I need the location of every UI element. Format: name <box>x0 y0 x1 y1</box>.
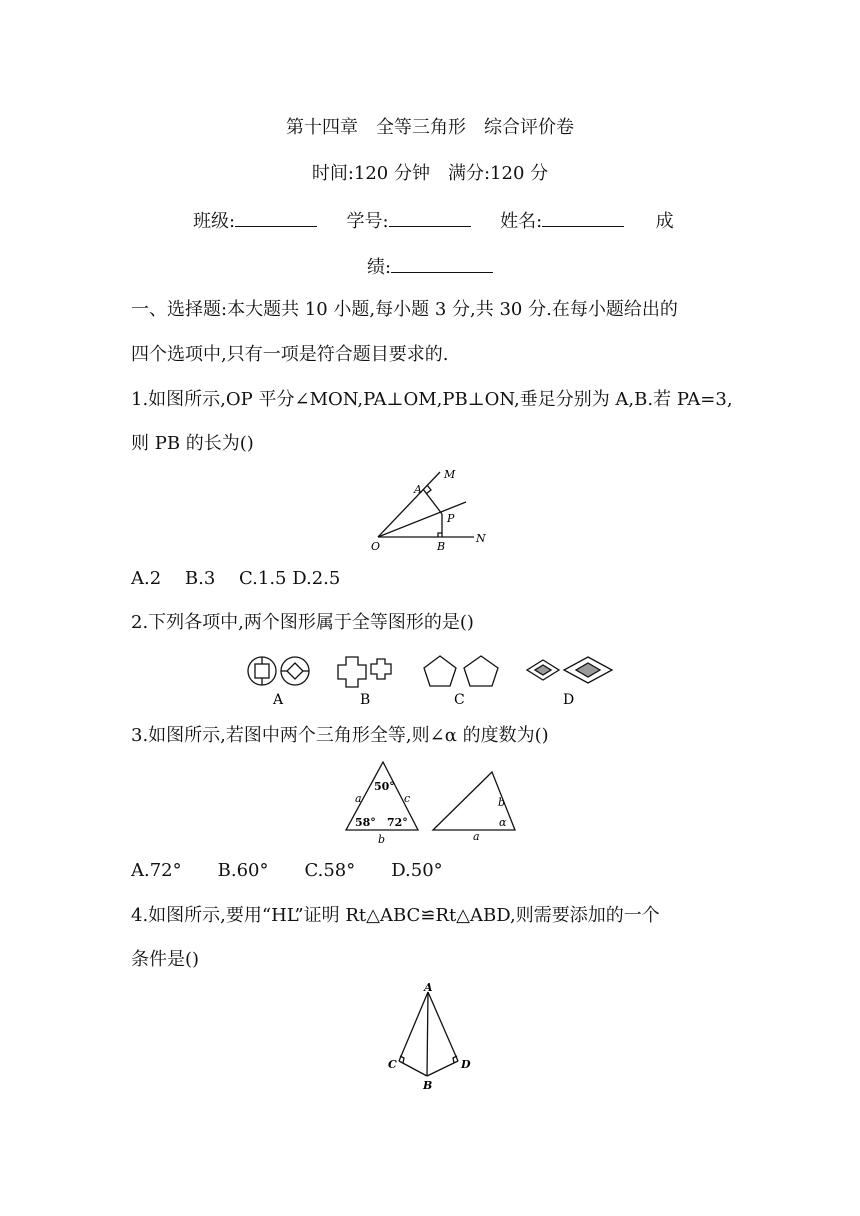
score-row <box>367 254 493 280</box>
q3-text: 3.如图所示,若图中两个三角形全等,则∠α 的度数为() <box>131 725 549 746</box>
shape-d-diamond-small <box>527 660 559 680</box>
q1-options: A.2 B.3 C.1.5 D.2.5 <box>131 568 341 589</box>
q3-figure <box>340 758 525 848</box>
angle-top: 50° <box>374 780 395 793</box>
score-label-part1: 成 <box>655 211 674 232</box>
q1-line2: 则 PB 的长为() <box>131 433 254 454</box>
q4-line2: 条件是() <box>131 949 200 970</box>
exam-title: 第十四章 全等三角形 综合评价卷 <box>286 117 574 138</box>
time-info: 时间:120 分钟 满分:120 分 <box>311 163 549 184</box>
label-c: C <box>388 1058 397 1071</box>
segment-ab <box>427 992 428 1076</box>
class-label: 班级: <box>193 211 236 232</box>
shape-a-coin-square <box>248 657 276 685</box>
angle-left: 58° <box>355 816 376 829</box>
q1-line1: 1.如图所示,OP 平分∠MON,PA⊥OM,PB⊥ON,垂足分别为 A,B.若 PA=3, <box>131 389 733 410</box>
q2-figure <box>240 650 620 710</box>
label-p: P <box>447 512 455 525</box>
label-d: D <box>461 1058 471 1071</box>
segment-db <box>427 1061 458 1076</box>
id-label: 学号: <box>346 211 389 232</box>
q4-line1: 4.如图所示,要用“HL”证明 Rt△ABC≌Rt△ABD,则需要添加的一个 <box>131 905 660 926</box>
shape-b-cross-small <box>371 659 391 679</box>
side-a: a <box>355 792 362 805</box>
shape-c-pentagon-1 <box>424 656 456 686</box>
t2-angle-alpha: α <box>499 816 507 829</box>
segment-pa <box>423 489 442 514</box>
q1-figure <box>370 462 490 554</box>
score-blank[interactable] <box>391 254 493 273</box>
section1-line2: 四个选项中,只有一项是符合题目要求的. <box>131 344 449 365</box>
label-c: C <box>454 692 465 708</box>
side-c: c <box>404 792 411 805</box>
label-d: D <box>563 692 575 708</box>
shape-a-coin-diamond <box>281 657 309 685</box>
label-a: A <box>273 692 284 708</box>
label-b: B <box>437 540 446 553</box>
label-m: M <box>444 468 456 481</box>
q3-options: A.72° B.60° C.58° D.50° <box>131 860 443 881</box>
score-label-part2: 绩: <box>367 257 392 278</box>
section1-line1: 一、选择题:本大题共 10 小题,每小题 3 分,共 30 分.在每小题给出的 <box>131 299 678 320</box>
t2-side-b: b <box>498 796 506 809</box>
label-a: A <box>414 483 422 496</box>
name-blank[interactable] <box>542 208 624 227</box>
shape-b-cross-large <box>338 657 366 687</box>
label-b: B <box>423 1079 433 1092</box>
class-blank[interactable] <box>235 208 317 227</box>
segment-cb <box>399 1061 427 1076</box>
name-label: 姓名: <box>500 211 543 232</box>
label-a: A <box>424 981 433 994</box>
label-o: O <box>371 540 381 553</box>
q2-text: 2.下列各项中,两个图形属于全等图形的是() <box>131 612 474 633</box>
label-b: B <box>360 692 371 708</box>
side-b: b <box>378 833 386 846</box>
id-blank[interactable] <box>389 208 471 227</box>
ray-om <box>378 472 440 537</box>
shape-d-diamond-large <box>564 657 612 683</box>
segment-ac <box>399 992 428 1061</box>
info-row <box>193 208 674 234</box>
angle-right: 72° <box>387 816 408 829</box>
q4-figure <box>385 982 475 1097</box>
t2-side-a: a <box>473 830 480 843</box>
shape-c-pentagon-2 <box>464 656 498 686</box>
label-n: N <box>476 532 486 545</box>
segment-ad <box>428 992 458 1061</box>
